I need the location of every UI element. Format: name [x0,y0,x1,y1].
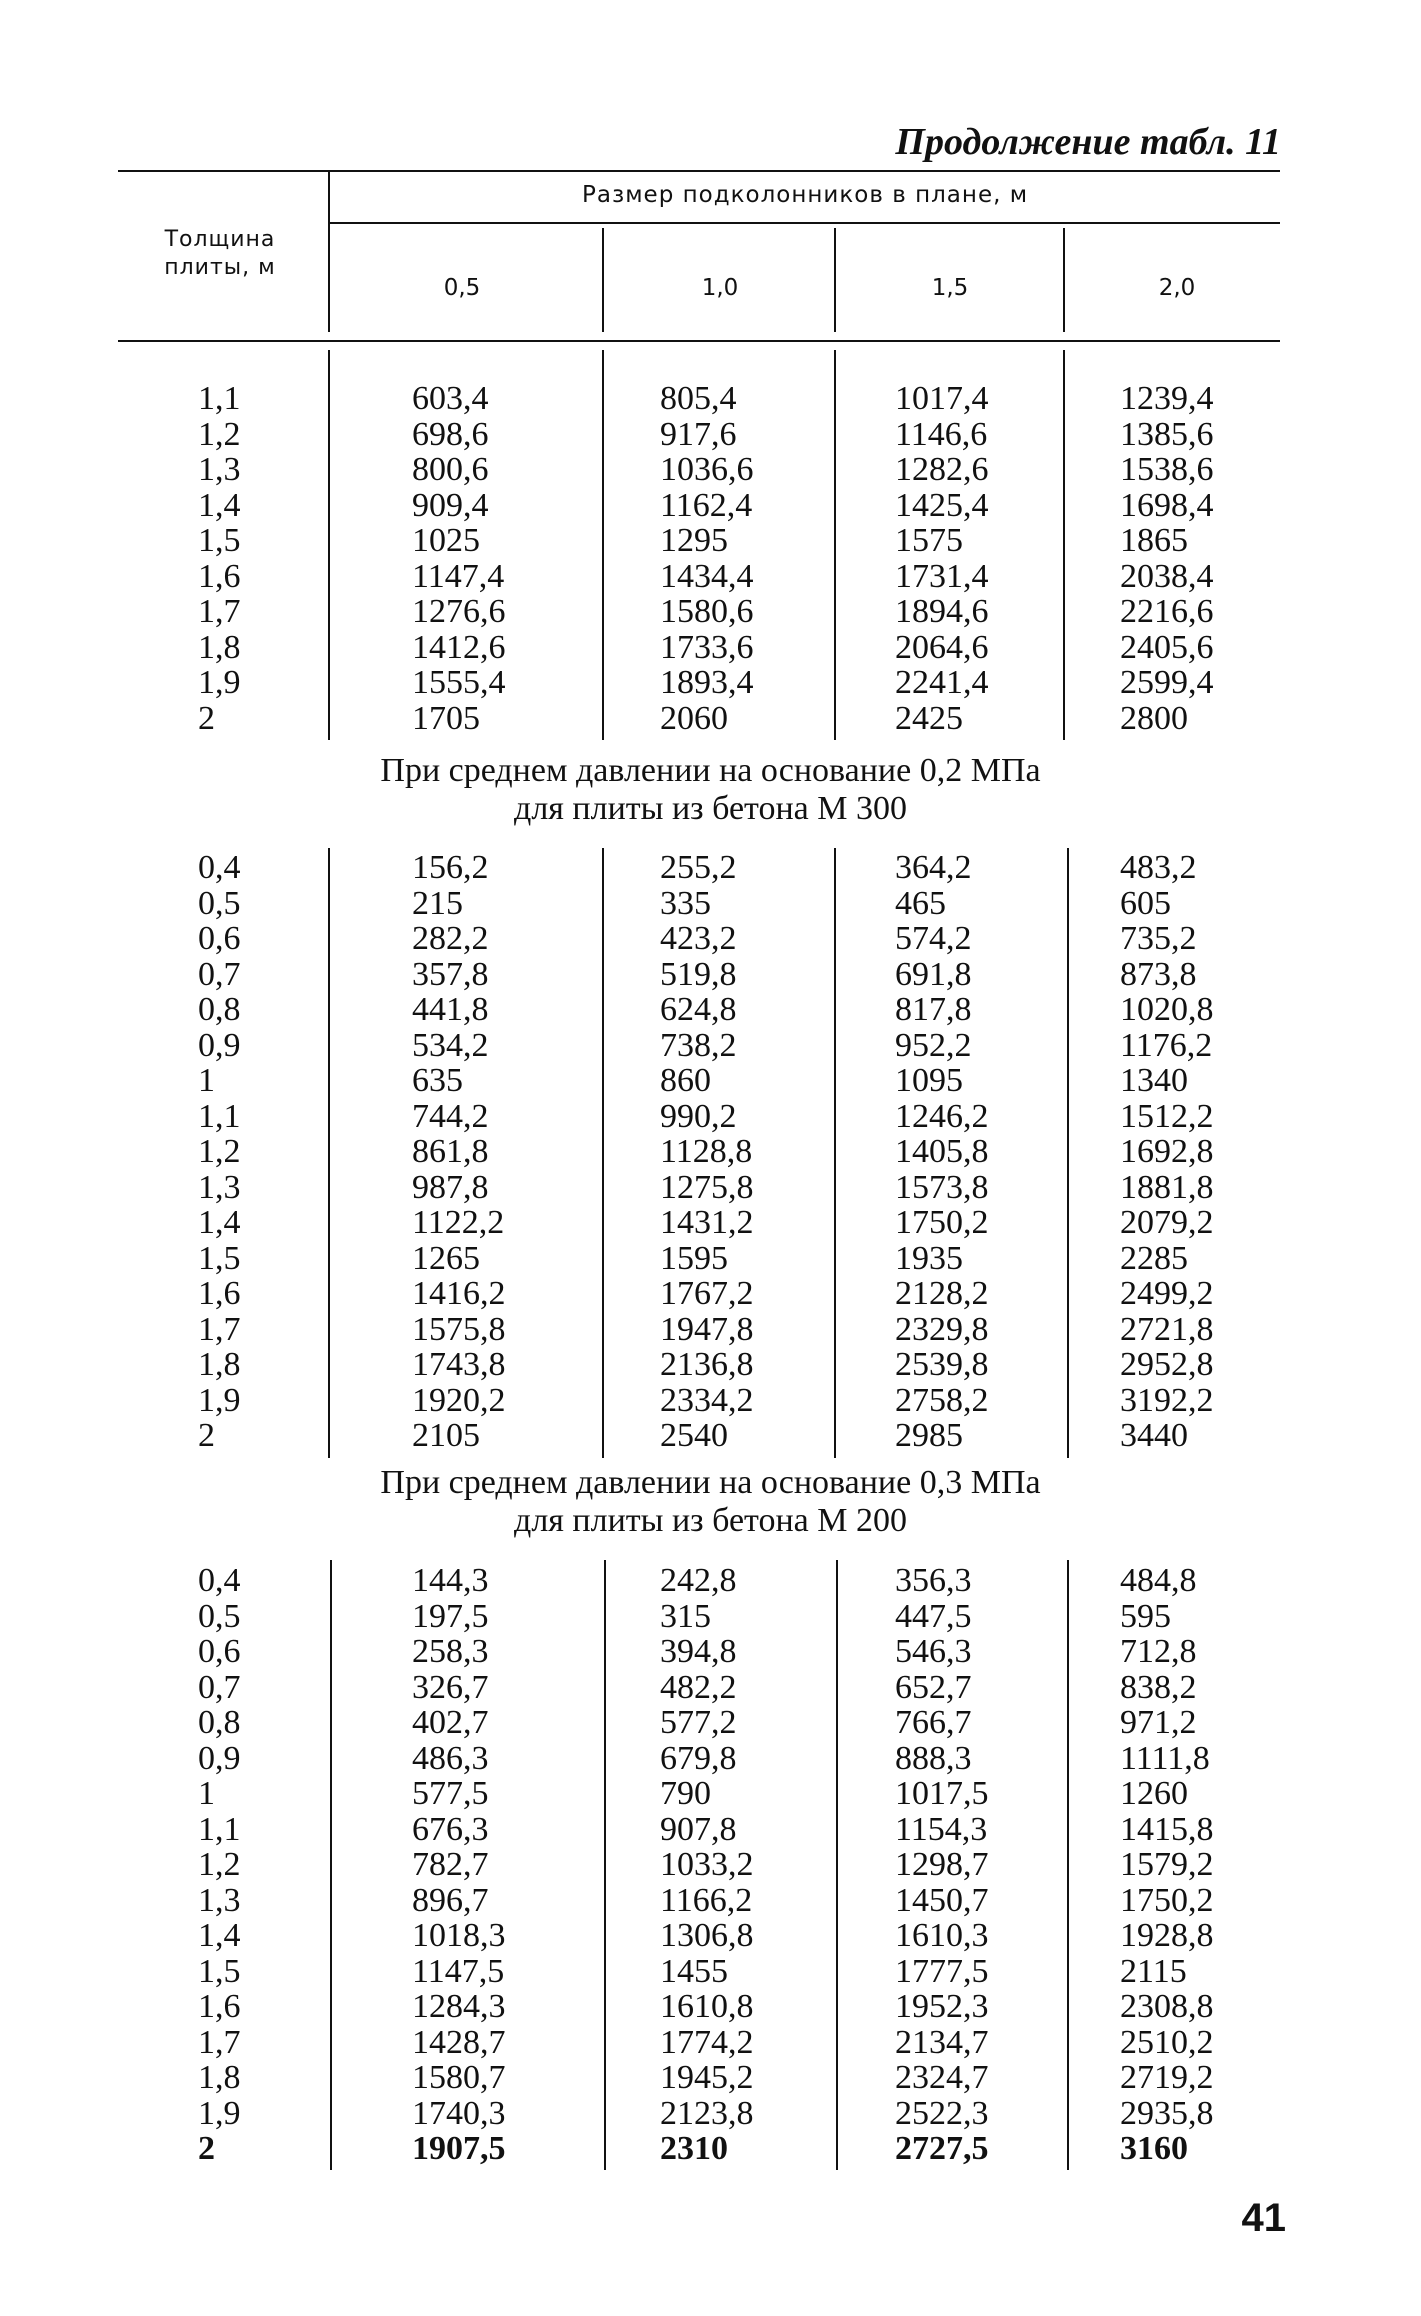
value-cell: 1416,2 [412,1275,506,1312]
value-cell: 971,2 [1120,1704,1197,1741]
value-cell: 1385,6 [1120,415,1214,453]
table-row [0,1276,1421,1312]
value-cell: 1017,4 [895,380,989,417]
table-row [0,452,1421,488]
table-row [0,417,1421,453]
value-cell: 423,2 [660,920,737,957]
value-cell: 1166,2 [660,1881,753,1919]
value-cell: 465 [895,884,946,922]
thickness-cell: 1,6 [198,557,241,595]
section-note-line: для плиты из бетона М 200 [514,1502,907,1539]
value-cell: 519,8 [660,955,737,993]
thickness-cell: 0,8 [198,991,241,1028]
table-row [0,630,1421,666]
value-cell: 335 [660,884,711,922]
value-cell: 1920,2 [412,1381,506,1419]
value-cell: 2540 [660,1417,728,1454]
value-cell: 1580,6 [660,593,754,630]
thickness-cell: 1,9 [198,2094,241,2132]
table-row [0,1383,1421,1419]
value-cell: 2510,2 [1120,2023,1214,2061]
value-cell: 2310 [660,2130,728,2167]
value-cell: 1705 [412,699,480,737]
value-cell: 1538,6 [1120,451,1214,488]
thickness-cell: 1,2 [198,1846,241,1883]
value-cell: 1512,2 [1120,1097,1214,1135]
value-cell: 1865 [1120,522,1188,559]
table-row [0,2131,1421,2167]
value-cell: 1777,5 [895,1952,989,1990]
thickness-cell: 0,8 [198,1704,241,1741]
value-cell: 1111,8 [1120,1739,1210,1777]
value-cell: 817,8 [895,991,972,1028]
value-cell: 1020,8 [1120,991,1214,1028]
value-cell: 1146,6 [895,415,988,453]
value-cell: 896,7 [412,1881,489,1919]
value-cell: 156,2 [412,849,489,886]
table-row [0,1312,1421,1348]
table-row [0,1028,1421,1064]
column-rule [1063,228,1065,332]
value-cell: 2758,2 [895,1381,989,1419]
value-cell: 2079,2 [1120,1204,1214,1241]
value-cell: 1306,8 [660,1917,754,1954]
value-cell: 1580,7 [412,2059,506,2096]
value-cell: 394,8 [660,1633,737,1670]
value-cell: 1767,2 [660,1275,754,1312]
thickness-cell: 1,8 [198,1346,241,1383]
value-cell: 2721,8 [1120,1310,1214,1348]
value-cell: 603,4 [412,380,489,417]
value-cell: 255,2 [660,849,737,886]
section-note [0,1464,1421,1540]
value-cell: 1431,2 [660,1204,754,1241]
thickness-cell: 0,7 [198,955,241,993]
thickness-cell: 0,9 [198,1026,241,1064]
value-cell: 2334,2 [660,1381,754,1419]
value-cell: 1128,8 [660,1133,753,1170]
table-row [0,992,1421,1028]
section-note [0,752,1421,828]
thickness-cell: 1,3 [198,1881,241,1919]
value-cell: 3160 [1120,2130,1188,2167]
value-cell: 1147,4 [412,557,505,595]
value-cell: 1750,2 [1120,1881,1214,1919]
value-cell: 447,5 [895,1597,972,1635]
value-cell: 242,8 [660,1562,737,1599]
column-header-2-0: 2,0 [1158,275,1196,301]
value-cell: 574,2 [895,920,972,957]
row-label-line: плиты, м [164,255,276,280]
table-row [0,1954,1421,1990]
value-cell: 2985 [895,1417,963,1454]
value-cell: 486,3 [412,1739,489,1777]
thickness-cell: 1,7 [198,2023,241,2061]
row-label-line: Толщина [164,227,276,252]
value-cell: 2405,6 [1120,628,1214,666]
value-cell: 1147,5 [412,1952,505,1990]
value-cell: 1265 [412,1239,480,1277]
value-cell: 2115 [1120,1952,1187,1990]
value-cell: 484,8 [1120,1562,1197,1599]
thickness-cell: 1,5 [198,522,241,559]
value-cell: 356,3 [895,1562,972,1599]
table-caption: Продолжение табл. 11 [895,121,1281,163]
value-cell: 197,5 [412,1597,489,1635]
thickness-cell: 2 [198,1417,215,1454]
value-cell: 144,3 [412,1562,489,1599]
value-cell: 888,3 [895,1739,972,1777]
value-cell: 635 [412,1062,463,1099]
value-cell: 3192,2 [1120,1381,1214,1419]
table-row [0,1776,1421,1812]
value-cell: 1740,3 [412,2094,506,2132]
value-cell: 1731,4 [895,557,989,595]
table-row [0,2060,1421,2096]
value-cell: 315 [660,1597,711,1635]
value-cell: 1018,3 [412,1917,506,1954]
thickness-cell: 1,7 [198,1310,241,1348]
value-cell: 402,7 [412,1704,489,1741]
value-cell: 679,8 [660,1739,737,1777]
thickness-cell: 1,1 [198,1810,241,1848]
header-group-rule [330,222,1280,224]
thickness-cell: 1,7 [198,593,241,630]
value-cell: 1555,4 [412,664,506,701]
value-cell: 1893,4 [660,664,754,701]
value-cell: 952,2 [895,1026,972,1064]
thickness-cell: 1,9 [198,1381,241,1419]
value-cell: 1284,3 [412,1988,506,2025]
value-cell: 1246,2 [895,1097,989,1135]
value-cell: 2134,7 [895,2023,989,2061]
value-cell: 258,3 [412,1633,489,1670]
value-cell: 735,2 [1120,920,1197,957]
table-row [0,488,1421,524]
thickness-cell: 1,4 [198,486,241,524]
value-cell: 482,2 [660,1668,737,1706]
table-row [0,1599,1421,1635]
value-cell: 2105 [412,1417,480,1454]
value-cell: 441,8 [412,991,489,1028]
value-cell: 1692,8 [1120,1133,1214,1170]
value-cell: 909,4 [412,486,489,524]
thickness-cell: 1,4 [198,1917,241,1954]
value-cell: 1025 [412,522,480,559]
value-cell: 676,3 [412,1810,489,1848]
value-cell: 2522,3 [895,2094,989,2132]
value-cell: 838,2 [1120,1668,1197,1706]
column-header-1-5: 1,5 [931,275,969,301]
thickness-cell: 0,7 [198,1668,241,1706]
value-cell: 605 [1120,884,1171,922]
value-cell: 215 [412,884,463,922]
table-row [0,381,1421,417]
value-cell: 2952,8 [1120,1346,1214,1383]
value-cell: 2038,4 [1120,557,1214,595]
thickness-cell: 1,6 [198,1988,241,2025]
table-row [0,1670,1421,1706]
thickness-cell: 0,5 [198,884,241,922]
thickness-cell: 1,1 [198,380,241,417]
thickness-cell: 0,4 [198,1562,241,1599]
value-cell: 1774,2 [660,2023,754,2061]
table-row [0,2096,1421,2132]
value-cell: 1935 [895,1239,963,1277]
value-cell: 2499,2 [1120,1275,1214,1312]
value-cell: 1095 [895,1062,963,1099]
value-cell: 1036,6 [660,451,754,488]
value-cell: 987,8 [412,1168,489,1206]
value-cell: 1340 [1120,1062,1188,1099]
value-cell: 861,8 [412,1133,489,1170]
value-cell: 1412,6 [412,628,506,666]
value-cell: 1428,7 [412,2023,506,2061]
table-row [0,701,1421,737]
value-cell: 1450,7 [895,1881,989,1919]
thickness-cell: 1,5 [198,1239,241,1277]
value-cell: 2324,7 [895,2059,989,2096]
table-row [0,2025,1421,2061]
value-cell: 1743,8 [412,1346,506,1383]
thickness-cell: 0,5 [198,1597,241,1635]
table-row [0,921,1421,957]
table-row [0,1918,1421,1954]
table-row [0,1741,1421,1777]
value-cell: 577,2 [660,1704,737,1741]
table-row [0,1134,1421,1170]
thickness-cell: 1,8 [198,2059,241,2096]
thickness-cell: 1 [198,1062,215,1099]
table-row [0,1812,1421,1848]
table-row [0,1563,1421,1599]
value-cell: 800,6 [412,451,489,488]
table-row [0,850,1421,886]
value-cell: 2539,8 [895,1346,989,1383]
value-cell: 1033,2 [660,1846,754,1883]
value-cell: 1260 [1120,1775,1188,1812]
table-row [0,523,1421,559]
section-note-line: При среднем давлении на основание 0,2 МПа [380,752,1041,789]
value-cell: 1698,4 [1120,486,1214,524]
value-cell: 1017,5 [895,1775,989,1812]
section-note-line: для плиты из бетона М 300 [514,790,907,827]
value-cell: 1154,3 [895,1810,988,1848]
value-cell: 744,2 [412,1097,489,1135]
value-cell: 2123,8 [660,2094,754,2132]
thickness-cell: 0,6 [198,920,241,957]
table-row [0,559,1421,595]
value-cell: 1455 [660,1952,728,1990]
table-row [0,1883,1421,1919]
value-cell: 1415,8 [1120,1810,1214,1848]
value-cell: 2064,6 [895,628,989,666]
table-row [0,1347,1421,1383]
value-cell: 1947,8 [660,1310,754,1348]
value-cell: 1575 [895,522,963,559]
column-header-0-5: 0,5 [443,275,481,301]
value-cell: 1945,2 [660,2059,754,2096]
value-cell: 1573,8 [895,1168,989,1206]
value-cell: 1425,4 [895,486,989,524]
value-cell: 364,2 [895,849,972,886]
value-cell: 1595 [660,1239,728,1277]
value-cell: 483,2 [1120,849,1197,886]
thickness-cell: 1 [198,1775,215,1812]
table-row [0,665,1421,701]
value-cell: 1952,3 [895,1988,989,2025]
thickness-cell: 0,9 [198,1739,241,1777]
value-cell: 782,7 [412,1846,489,1883]
table-row [0,1847,1421,1883]
table-row [0,1418,1421,1454]
value-cell: 1750,2 [895,1204,989,1241]
table-row [0,1989,1421,2025]
value-cell: 2727,5 [895,2130,989,2167]
thickness-cell: 1,2 [198,415,241,453]
table-row [0,1099,1421,1135]
value-cell: 1894,6 [895,593,989,630]
value-cell: 1434,4 [660,557,754,595]
thickness-cell: 2 [198,699,215,737]
column-group-header: Размер подколонников в плане, м [582,182,1029,208]
value-cell: 1610,3 [895,1917,989,1954]
section-note-line: При среднем давлении на основание 0,3 МПа [380,1464,1041,1501]
value-cell: 1275,8 [660,1168,754,1206]
value-cell: 2329,8 [895,1310,989,1348]
value-cell: 1610,8 [660,1988,754,2025]
table-row [0,886,1421,922]
column-rule [328,172,330,332]
value-cell: 1907,5 [412,2130,506,2167]
value-cell: 907,8 [660,1810,737,1848]
value-cell: 1162,4 [660,486,753,524]
value-cell: 282,2 [412,920,489,957]
value-cell: 917,6 [660,415,737,453]
value-cell: 326,7 [412,1668,489,1706]
value-cell: 2285 [1120,1239,1188,1277]
value-cell: 712,8 [1120,1633,1197,1670]
value-cell: 790 [660,1775,711,1812]
value-cell: 1579,2 [1120,1846,1214,1883]
value-cell: 691,8 [895,955,972,993]
value-cell: 534,2 [412,1026,489,1064]
value-cell: 2136,8 [660,1346,754,1383]
table-row [0,1205,1421,1241]
value-cell: 2060 [660,699,728,737]
value-cell: 2800 [1120,699,1188,737]
table-row [0,1241,1421,1277]
thickness-cell: 1,3 [198,1168,241,1206]
value-cell: 1298,7 [895,1846,989,1883]
value-cell: 2216,6 [1120,593,1214,630]
value-cell: 2241,4 [895,664,989,701]
value-cell: 698,6 [412,415,489,453]
table-row [0,1170,1421,1206]
value-cell: 1928,8 [1120,1917,1214,1954]
value-cell: 1881,8 [1120,1168,1214,1206]
value-cell: 805,4 [660,380,737,417]
value-cell: 860 [660,1062,711,1099]
value-cell: 624,8 [660,991,737,1028]
thickness-cell: 1,5 [198,1952,241,1990]
value-cell: 738,2 [660,1026,737,1064]
value-cell: 2719,2 [1120,2059,1214,2096]
table-top-rule [118,170,1280,172]
value-cell: 1239,4 [1120,380,1214,417]
thickness-cell: 1,6 [198,1275,241,1312]
thickness-cell: 2 [198,2130,215,2167]
table-row [0,594,1421,630]
thickness-cell: 1,8 [198,628,241,666]
value-cell: 357,8 [412,955,489,993]
value-cell: 1122,2 [412,1204,505,1241]
column-rule [834,228,836,332]
thickness-cell: 1,1 [198,1097,241,1135]
value-cell: 990,2 [660,1097,737,1135]
header-bottom-rule [118,340,1280,342]
value-cell: 652,7 [895,1668,972,1706]
row-label-header [130,226,310,282]
value-cell: 1282,6 [895,451,989,488]
value-cell: 2599,4 [1120,664,1214,701]
value-cell: 546,3 [895,1633,972,1670]
thickness-cell: 0,6 [198,1633,241,1670]
thickness-cell: 1,2 [198,1133,241,1170]
value-cell: 766,7 [895,1704,972,1741]
value-cell: 2935,8 [1120,2094,1214,2132]
table-row [0,1063,1421,1099]
value-cell: 1733,6 [660,628,754,666]
value-cell: 2308,8 [1120,1988,1214,2025]
table-row [0,1705,1421,1741]
value-cell: 1176,2 [1120,1026,1213,1064]
value-cell: 1276,6 [412,593,506,630]
thickness-cell: 1,9 [198,664,241,701]
value-cell: 2425 [895,699,963,737]
table-row [0,1634,1421,1670]
value-cell: 1575,8 [412,1310,506,1348]
value-cell: 595 [1120,1597,1171,1635]
value-cell: 873,8 [1120,955,1197,993]
page-number: 41 [1241,2196,1286,2240]
value-cell: 3440 [1120,1417,1188,1454]
column-rule [602,228,604,332]
value-cell: 1295 [660,522,728,559]
value-cell: 577,5 [412,1775,489,1812]
table-row [0,957,1421,993]
thickness-cell: 1,4 [198,1204,241,1241]
thickness-cell: 1,3 [198,451,241,488]
value-cell: 1405,8 [895,1133,989,1170]
value-cell: 2128,2 [895,1275,989,1312]
thickness-cell: 0,4 [198,849,241,886]
column-header-1-0: 1,0 [701,275,739,301]
